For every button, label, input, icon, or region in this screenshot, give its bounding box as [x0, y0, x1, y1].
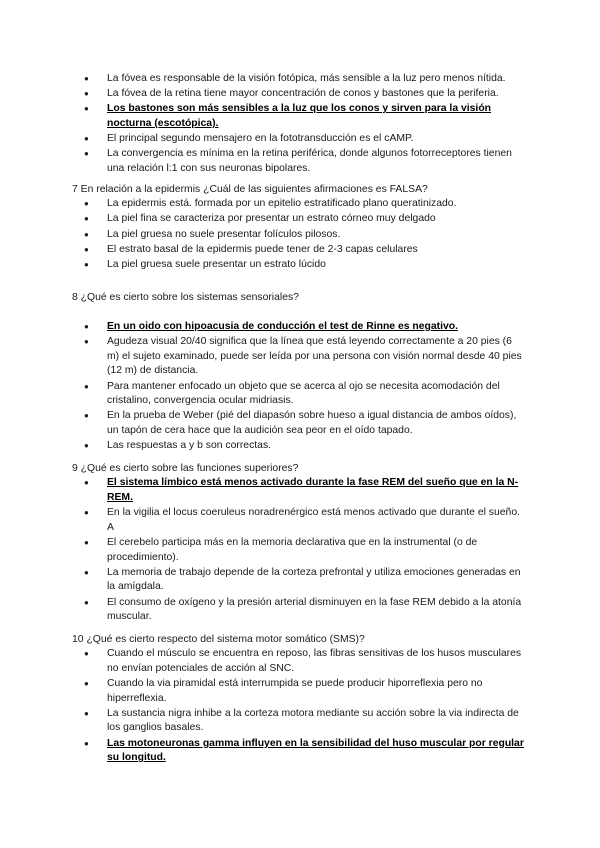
answer-q6-c-correct: ● Los bastones son más sensibles a la luz que los conos y sirven para la visión nocturna (escotópica). — [72, 102, 524, 131]
answer-q8-a-correct: ● En un oido con hipoacusia de conducción el test de Rinne es negativo. — [72, 320, 524, 335]
answer-q8-b: ● Agudeza visual 20/40 significa que la línea que está leyendo correctamente a 20 pies (6 m) el sujeto examinado, puede ser leída por una persona con visión normal desde 40 pies (12 m) de distancia. — [72, 335, 524, 379]
answer-q7-e: ● La piel gruesa suele presentar un estrato lúcido — [72, 258, 524, 273]
answer-q9-b: ● En la vigilia el locus coeruleus noradrenérgico está menos activado que durante el sueño. A — [72, 506, 524, 535]
answer-q9-c: ● El cerebelo participa más en la memoria declarativa que en la instrumental (o de procedimiento). — [72, 536, 524, 565]
answer-list-q8 — [72, 320, 524, 454]
answer-q9-a-correct: ● El sistema límbico está menos activado durante la fase REM del sueño que en la N-REM. — [72, 476, 524, 505]
answer-q7-c: ● La piel gruesa no suele presentar folículos pilosos. — [72, 228, 524, 243]
answer-q10-c: ● La sustancia nigra inhibe a la corteza motora mediante su acción sobre la via indirecta de los ganglios basales. — [72, 707, 524, 736]
answer-q8-d: ● En la prueba de Weber (pié del diapasón sobre hueso a igual distancia de ambos oídos), un tapón de cera hace que la audición sea peor en el oído tapado. — [72, 409, 524, 438]
question-9: 9 ¿Qué es cierto sobre las funciones superiores? — [72, 462, 299, 474]
answer-q7-a: ● La epidermis está. formada por un epitelio estratificado plano queratinizado. — [72, 197, 524, 212]
answer-q7-b: ● La piel fina se caracteriza por presentar un estrato córneo muy delgado — [72, 212, 524, 227]
answer-list-q10 — [72, 647, 524, 766]
answer-q8-c: ● Para mantener enfocado un objeto que se acerca al ojo se necesita acomodación del cristalino, convergencia ocular midriasis. — [72, 380, 524, 409]
document-page — [72, 72, 524, 766]
question-7: 7 En relación a la epidermis ¿Cuál de las siguientes afirmaciones es FALSA? — [72, 183, 428, 195]
answer-q7-d: ● El estrato basal de la epidermis puede tener de 2-3 capas celulares — [72, 243, 524, 258]
answer-q6-a: ● La fóvea es responsable de la visión fotópica, más sensible a la luz pero menos nítida. — [72, 72, 524, 87]
answer-q9-e: ● El consumo de oxígeno y la presión arterial disminuyen en la fase REM debido a la atonía muscular. — [72, 596, 524, 625]
answer-q6-e: ● La convergencia es mínima en la retina periférica, donde algunos fotorreceptores tienen una relación l:1 con sus neuronas bipolares. — [72, 147, 524, 176]
answer-q6-b: ● La fóvea de la retina tiene mayor concentración de conos y bastones que la periferia. — [72, 87, 524, 102]
question-8: 8 ¿Qué es cierto sobre los sistemas sensoriales? — [72, 292, 299, 304]
answer-list-q7 — [72, 197, 524, 272]
answer-q10-a: ● Cuando el músculo se encuentra en reposo, las fibras sensitivas de los husos musculares no envían potenciales de acción al SNC. — [72, 647, 524, 676]
answer-list-q6 — [72, 72, 524, 177]
question-10: 10 ¿Qué es cierto respecto del sistema motor somático (SMS)? — [72, 633, 365, 645]
answer-q10-d-correct: ● Las motoneuronas gamma influyen en la sensibilidad del huso muscular por regular su longitud. — [72, 737, 524, 766]
answer-list-q9 — [72, 476, 524, 624]
answer-q6-d: ● El principal segundo mensajero en la fototransducción es el cAMP. — [72, 132, 524, 147]
answer-q9-d: ● La memoria de trabajo depende de la corteza prefrontal y utiliza emociones generadas en la amígdala. — [72, 566, 524, 595]
answer-q10-b: ● Cuando la via piramidal está interrumpida se puede producir hiporreflexia pero no hiperreflexia. — [72, 677, 524, 706]
answer-q8-e: ● Las respuestas a y b son correctas. — [72, 439, 524, 454]
